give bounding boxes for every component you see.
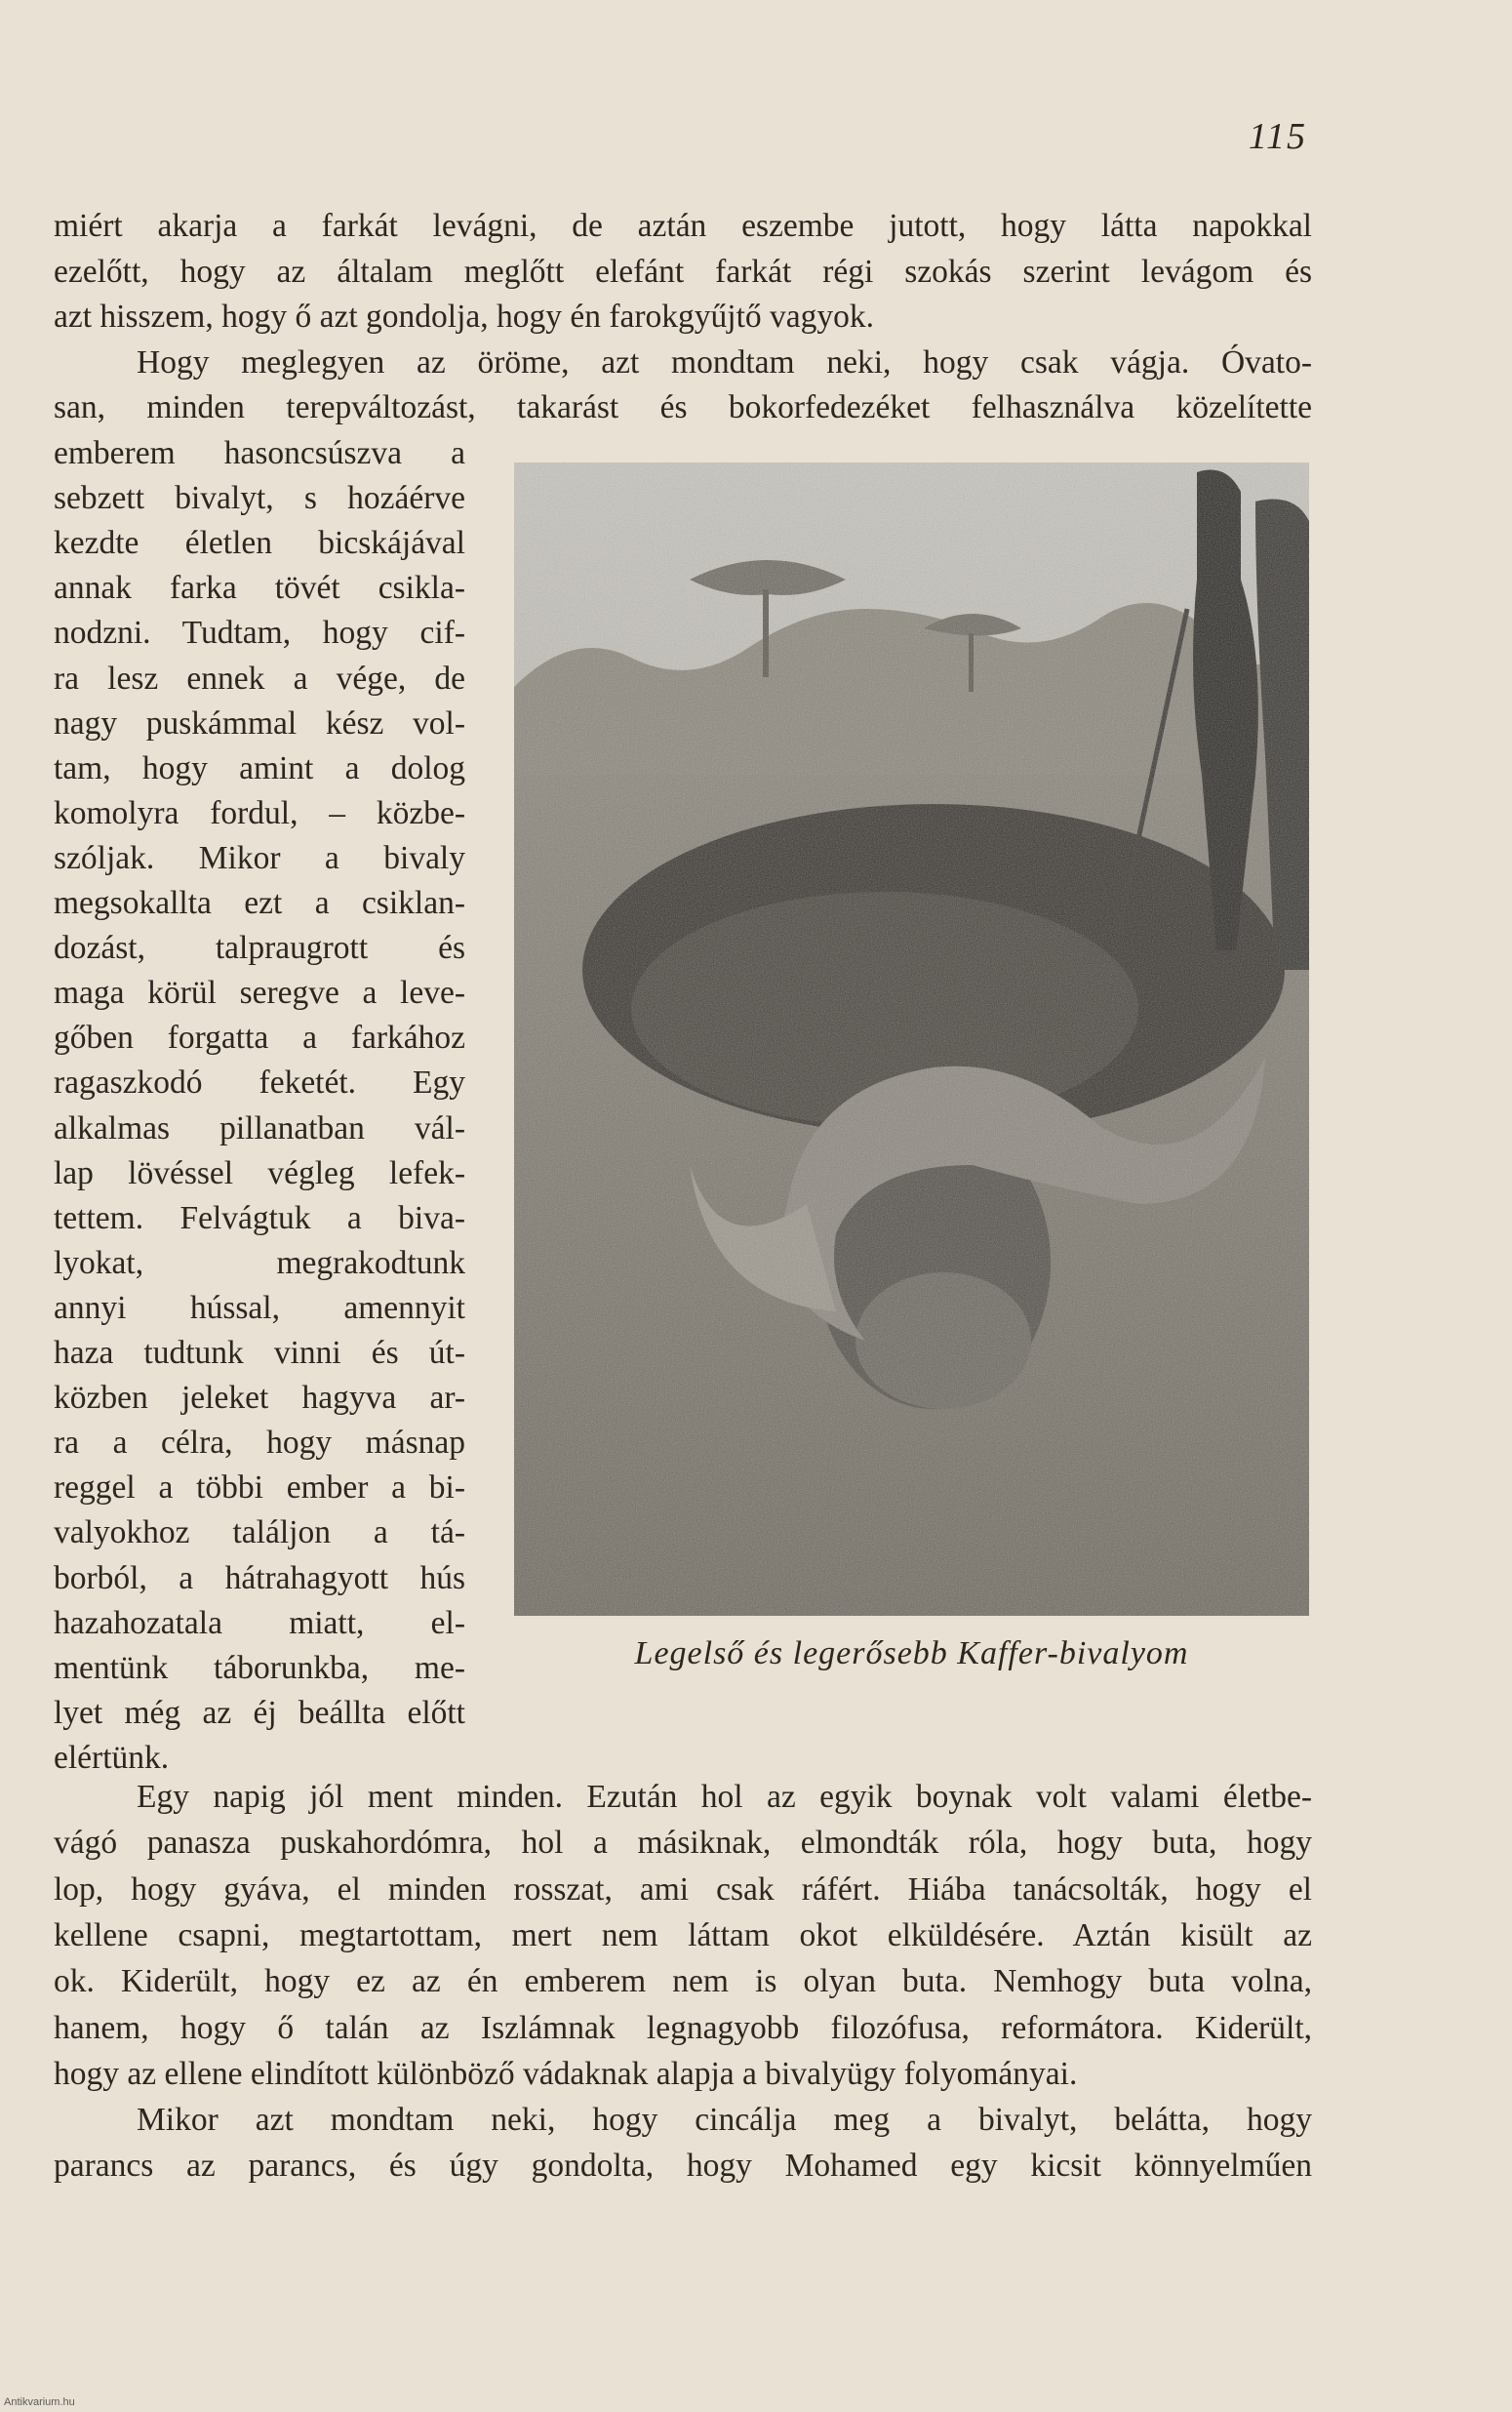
- text-line: hanem, hogy ő talán az Iszlámnak legnagyobb filozófusa, reformátora. Kiderült,: [54, 2009, 1312, 2046]
- text-line: lap lövéssel végleg lefek-: [54, 1154, 465, 1191]
- text-line: azt hisszem, hogy ő azt gondolja, hogy én farokgyűjtő vagyok.: [54, 299, 875, 335]
- text-line: ragaszkodó feketét. Egy: [54, 1065, 465, 1102]
- text-line: ra lesz ennek a vége, de: [54, 660, 465, 697]
- text-line: dozást, talpraugrott és: [54, 930, 465, 967]
- text-line: borból, a hátrahagyott hús: [54, 1559, 465, 1596]
- text-line: kezdte életlen bicskájával: [54, 525, 465, 562]
- text-line: annyi hússal, amennyit: [54, 1289, 465, 1326]
- text-line: ok. Kiderült, hogy ez az én emberem nem is olyan buta. Nemhogy buta volna,: [54, 1963, 1312, 2000]
- text-line: szóljak. Mikor a bivaly: [54, 839, 465, 876]
- text-line: lyokat, megrakodtunk: [54, 1244, 465, 1281]
- text-line: hogy az ellene elindított különböző vádaknak alapja a bivalyügy folyományai.: [54, 2055, 1078, 2092]
- text-line: miért akarja a farkát levágni, de aztán eszembe jutott, hogy látta napokkal: [54, 208, 1312, 244]
- text-line: san, minden terepváltozást, takarást és bokorfedezéket felhasználva közelítette: [54, 389, 1312, 425]
- text-line: valyokhoz találjon a tá-: [54, 1514, 465, 1551]
- text-line: Hogy meglegyen az öröme, azt mondtam neki, hogy csak vágja. Óvato-: [137, 343, 1312, 381]
- text-line: lyet még az éj beállta előtt: [54, 1694, 465, 1731]
- text-line: vágó panasza puskahordómra, hol a másiknak, elmondták róla, hogy buta, hogy: [54, 1825, 1312, 1862]
- text-line: reggel a többi ember a bi-: [54, 1469, 465, 1507]
- text-line: komolyra fordul, – közbe-: [54, 794, 465, 831]
- page-number: 115: [1248, 116, 1307, 157]
- text-line: tettem. Felvágtuk a biva-: [54, 1199, 465, 1236]
- text-line: ra a célra, hogy másnap: [54, 1425, 465, 1462]
- text-line: ezelőtt, hogy az általam meglőtt elefánt farkát régi szokás szerint levágom és: [54, 253, 1312, 290]
- text-line: gőben forgatta a farkához: [54, 1020, 465, 1057]
- text-line: haza tudtunk vinni és út-: [54, 1335, 465, 1371]
- text-line: hazahozatala miatt, el-: [54, 1604, 465, 1641]
- watermark: Antikvarium.hu: [4, 2396, 75, 2408]
- text-line: parancs az parancs, és úgy gondolta, hogy Mohamed egy kicsit könnyelműen: [54, 2148, 1312, 2185]
- text-line: Mikor azt mondtam neki, hogy cincálja meg a bivalyt, belátta, hogy: [137, 2102, 1312, 2139]
- text-line: mentünk táborunkba, me-: [54, 1649, 465, 1686]
- text-line: tam, hogy amint a dolog: [54, 749, 465, 786]
- text-line: elértünk.: [54, 1739, 170, 1776]
- text-line: közben jeleket hagyva ar-: [54, 1380, 465, 1417]
- text-line: kellene csapni, megtartottam, mert nem láttam okot elküldésére. Aztán kisült az: [54, 1916, 1312, 1953]
- text-line: maga körül seregve a leve-: [54, 975, 465, 1012]
- text-line: lop, hogy gyáva, el minden rosszat, ami csak ráfért. Hiába tanácsolták, hogy el: [54, 1870, 1312, 1908]
- text-line: alkalmas pillanatban vál-: [54, 1109, 465, 1146]
- text-line: Egy napig jól ment minden. Ezután hol az egyik boynak volt valami életbe-: [137, 1779, 1312, 1815]
- text-line: emberem hasoncsúszva a: [54, 435, 465, 471]
- text-line: nagy puskámmal kész vol-: [54, 704, 465, 742]
- text-line: nodzni. Tudtam, hogy cif-: [54, 615, 465, 652]
- text-line: megsokallta ezt a csiklan-: [54, 885, 465, 921]
- text-line: sebzett bivalyt, s hozáérve: [54, 480, 465, 517]
- buffalo-photo: [514, 462, 1309, 1616]
- text-line: annak farka tövét csikla-: [54, 570, 465, 607]
- photo-caption: Legelső és legerősebb Kaffer-bivalyom: [634, 1635, 1189, 1671]
